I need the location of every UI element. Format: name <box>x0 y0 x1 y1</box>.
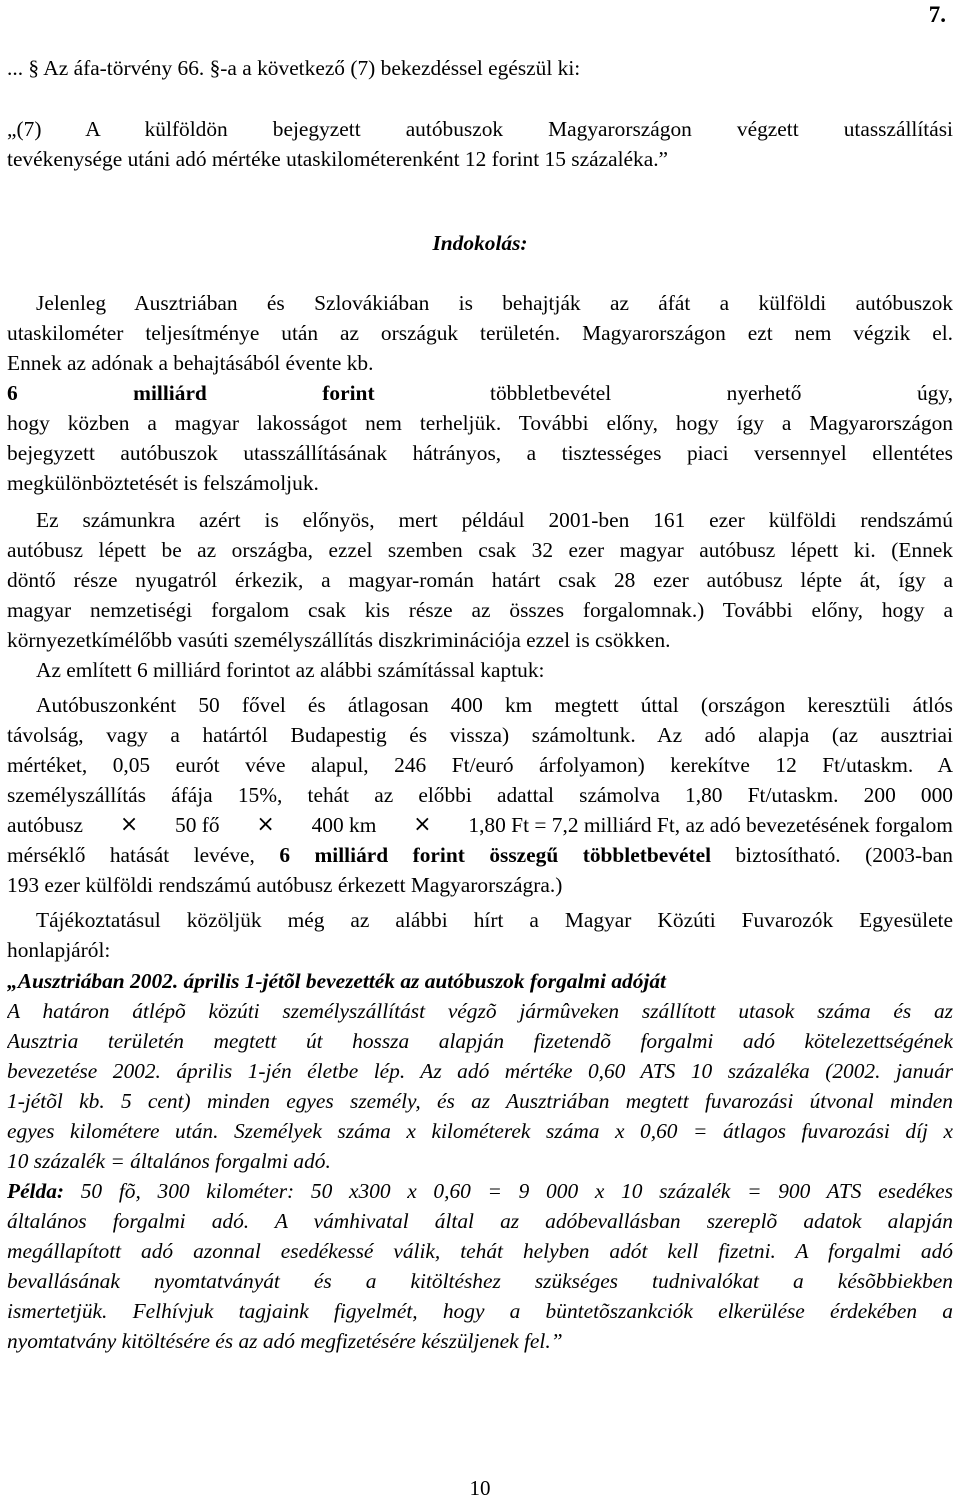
news-line-8: általános forgalmi adó. A vámhivatal által az adóbevallásban szereplõ adatok alapján <box>7 1209 953 1233</box>
para1-line-1: Jelenleg Ausztriában és Szlovákiában is behajtják az áfát a külföldi autóbuszok <box>36 291 953 315</box>
news-line-10: bevallásának nyomtatványát és a kitöltéshez szükséges tudnivalókat a késõbbiekben <box>7 1269 953 1293</box>
times-icon: × <box>256 812 275 837</box>
intro-prefix: ... <box>7 56 24 80</box>
para4-line-6: mérséklő hatását levéve, 6 milliárd forint összegű többletbevétel biztosítható. (2003-ban <box>7 843 953 867</box>
para1-line-3: Ennek az adónak a behajtásából évente kb. <box>7 351 374 375</box>
para2-line-4: magyar nemzetiségi forgalom csak kis része az összes forgalomnak.) További előny, hogy a <box>7 598 953 622</box>
para1-line-5: bejegyzett autóbuszok utasszállításának hátrányos, a tisztességes piaci versennyel ellentétes <box>7 441 953 465</box>
calculation-line: autóbusz × 50 fő × 400 km × 1,80 Ft = 7,2 milliárd Ft, az adó bevezetésének forgalom <box>7 810 953 840</box>
highlight-total: 6 milliárd forint összegű többletbevétel <box>279 843 712 867</box>
para1-line-4: hogy közben a magyar lakosságot nem terheljük. További előny, hogy így a Magyarországon <box>7 411 953 435</box>
amendment-intro <box>7 53 580 83</box>
page-label: 7. <box>928 2 946 27</box>
para1-line-6: megkülönböztetését is felszámoljuk. <box>7 471 319 495</box>
justification-heading: Indokolás: <box>432 231 528 255</box>
news-line-2: Ausztria területén megtett út hossza alapján fizetendõ forgalmi adó kötelezettségének <box>7 1029 953 1053</box>
intro-text-2: -a a következő (7) bekezdéssel egészül ki: <box>220 56 581 80</box>
news-title: „Ausztriában 2002. április 1-jétõl bevezették az autóbuszok forgalmi adóját <box>7 969 666 993</box>
para3-line-1: Az említett 6 milliárd forintot az alábbi számítással kaptuk: <box>36 658 545 682</box>
news-line-9: megállapított adó azonnal esedékessé válik, tehát helyben adót kell fizetni. A forgalmi adó <box>7 1239 953 1263</box>
para4-line-3: mértéket, 0,05 eurót véve alapul, 246 Ft/euró árfolyamon) kerekítve 12 Ft/utaskm. A <box>7 753 953 777</box>
news-line-11: ismertetjük. Felhívjuk tagjaink figyelmét, hogy a büntetõszankciók elkerülése érdekében a <box>7 1299 953 1323</box>
quote-line-2: tevékenysége utáni adó mértéke utaskilométerenként 12 forint 15 százaléka.” <box>7 147 669 171</box>
times-icon: × <box>413 812 432 837</box>
news-line-5: egyes kilométere után. Személyek száma x kilométerek száma x 0,60 = átlagos fuvarozási díj x <box>7 1119 953 1143</box>
news-line-4: 1-jétõl kb. 5 cent) minden egyes személy, és az Ausztriában megtett fuvarozási útvonal minden <box>7 1089 953 1113</box>
para2-line-3: döntő része nyugatról érkezik, a magyar-román határt csak 28 ezer autóbusz lépte át, így a <box>7 568 953 592</box>
news-line-3: bevezetése 2002. április 1-jén életbe lép. Az adó mértéke 0,60 ATS 10 százaléka (2002. január <box>7 1059 953 1083</box>
para4-line-2: távolság, vagy a határtól Budapestig és vissza) számoltunk. Az adó alapja (az ausztriai <box>7 723 953 747</box>
highlight-amount: 6 milliárd forint <box>7 381 375 405</box>
section-symbol-2: § <box>209 56 221 80</box>
intro-text: Az áfa-törvény 66. <box>43 56 205 80</box>
news-line-7: Példa: 50 fõ, 300 kilométer: 50 x300 x 0,60 = 9 000 x 10 százalék = 900 ATS esedékes <box>7 1179 953 1203</box>
para2-line-5: környezetkímélőbb vasúti személyszállítás diszkriminációja ezzel is csökken. <box>7 628 671 652</box>
news-line-1: A határon átlépõ közúti személyszállítást végzõ jármûveken szállított utasok száma és az <box>7 999 953 1023</box>
times-icon: × <box>119 812 139 837</box>
para1-line-3b: 6 milliárd forint többletbevétel nyerhető úgy, <box>7 381 953 405</box>
para4-line-4: személyszállítás áfája 15%, tehát az előbbi adattal számolva 1,80 Ft/utaskm. 200 000 <box>7 783 953 807</box>
para5-line-1: Tájékoztatásul közöljük még az alábbi hírt a Magyar Közúti Fuvarozók Egyesülete <box>36 908 953 932</box>
quote-line-1: „(7) A külföldön bejegyzett autóbuszok Magyarországon végzett utasszállítási <box>7 117 953 141</box>
section-symbol: § <box>28 56 40 80</box>
para2-line-2: autóbusz lépett be az országba, ezzel szemben csak 32 ezer magyar autóbusz lépett ki. (Ennek <box>7 538 953 562</box>
para1-line-2: utaskilométer teljesítménye után az országuk területén. Magyarországon ezt nem végzik el. <box>7 321 953 345</box>
para2-line-1: Ez számunkra azért is előnyös, mert például 2001-ben 161 ezer külföldi rendszámú <box>36 508 953 532</box>
para5-line-2: honlapjáról: <box>7 938 111 962</box>
news-line-12: nyomtatvány kitöltésére és az adó megfizetésére készüljenek fel.” <box>7 1329 563 1353</box>
example-label: Példa: <box>7 1179 65 1203</box>
news-line-6: 10 százalék = általános forgalmi adó. <box>7 1149 331 1173</box>
para4-line-7: 193 ezer külföldi rendszámú autóbusz érkezett Magyarországra.) <box>7 873 563 897</box>
para4-line-1: Autóbuszonként 50 fővel és átlagosan 400 km megtett úttal (országon keresztüli átlós <box>36 693 953 717</box>
page-number: 10 <box>469 1476 491 1500</box>
